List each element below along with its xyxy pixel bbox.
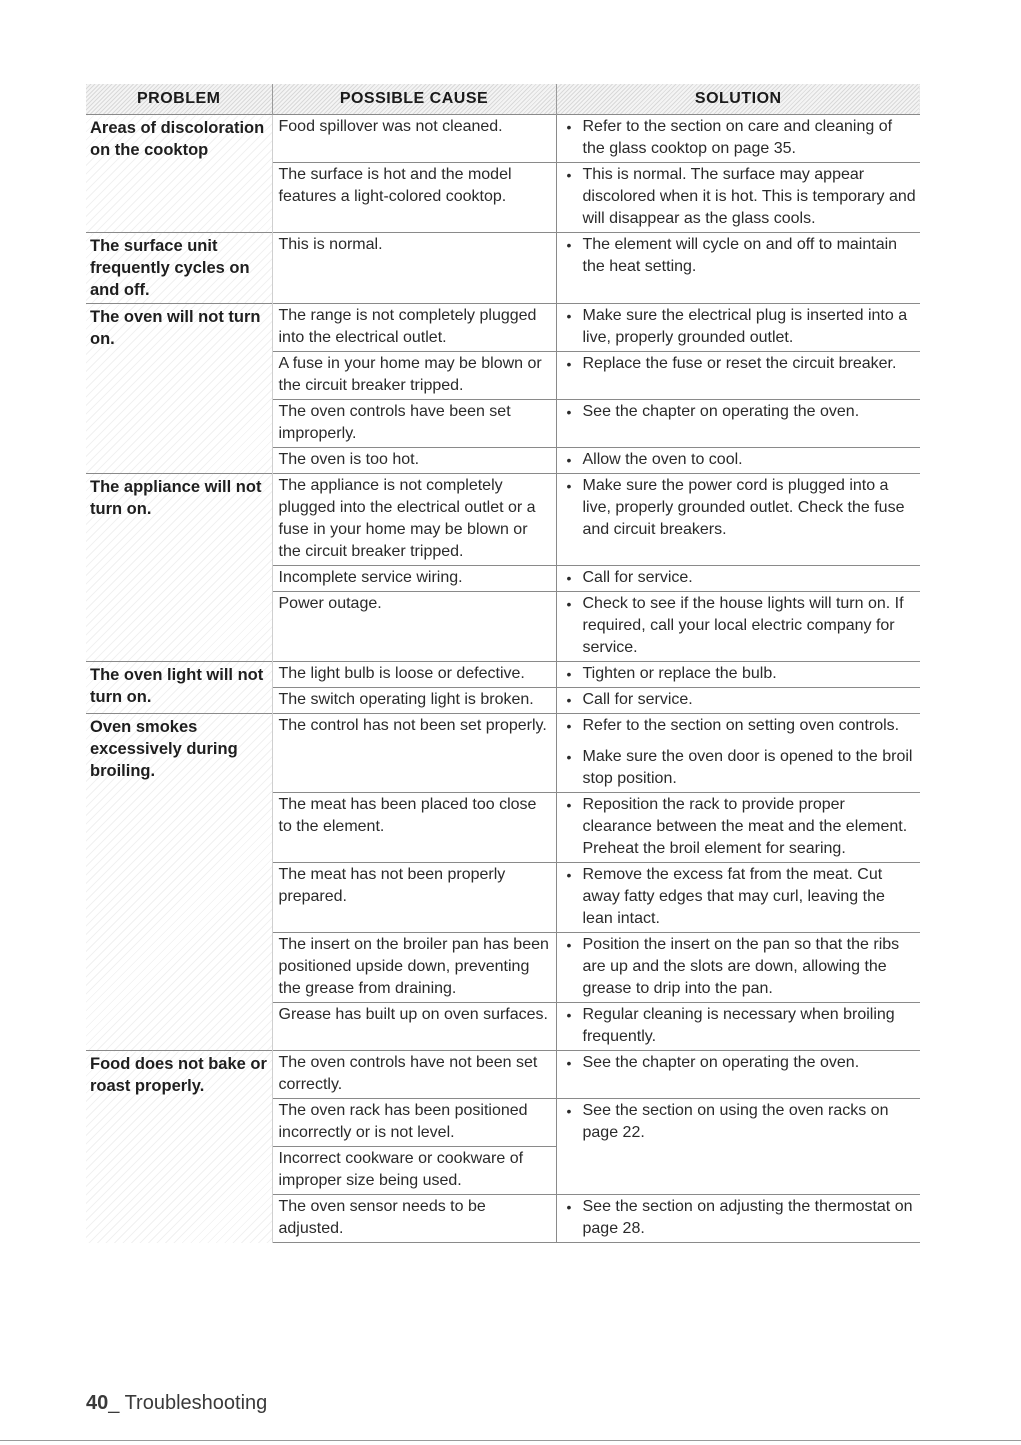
bullet-icon: • (566, 666, 572, 682)
cause-cell: Food spillover was not cleaned. (272, 115, 556, 163)
cause-cell: The switch operating light is broken. (272, 688, 556, 714)
cause-cell: The oven is too hot. (272, 448, 556, 474)
solution-text: Regular cleaning is necessary when broiling frequently. (582, 1006, 895, 1045)
cause-cell: A fuse in your home may be blown or the circuit breaker tripped. (272, 352, 556, 400)
cause-cell: The light bulb is loose or defective. (272, 662, 556, 688)
problem-cell: The oven will not turn on. (86, 304, 272, 474)
solution-cell (556, 1195, 920, 1243)
solution-cell (556, 592, 920, 662)
solution-text: Call for service. (582, 691, 693, 708)
solution-text: Allow the oven to cool. (582, 451, 743, 468)
cause-cell: Incomplete service wiring. (272, 566, 556, 592)
table-row (86, 304, 920, 352)
cause-cell: This is normal. (272, 233, 556, 304)
solution-text: Tighten or replace the bulb. (582, 665, 777, 682)
solution-cell (556, 1003, 920, 1051)
bullet-icon: • (566, 596, 572, 612)
footer-separator: _ (108, 1392, 125, 1414)
bullet-icon: • (566, 167, 572, 183)
solution-text: See the section on using the oven racks on page 22. (582, 1102, 889, 1141)
solution-text: This is normal. The surface may appear discolored when it is hot. This is temporary and will disappear as the glass cools. (582, 166, 916, 227)
cause-cell: Power outage. (272, 592, 556, 662)
cause-cell: The insert on the broiler pan has been positioned upside down, preventing the grease from draining. (272, 933, 556, 1003)
header-solution: SOLUTION (556, 84, 920, 115)
table-row (86, 714, 920, 793)
bullet-icon: • (566, 692, 572, 708)
solution-cell (556, 566, 920, 592)
solution-text: Check to see if the house lights will turn on. If required, call your local electric company for service. (582, 595, 904, 656)
bullet-icon: • (566, 308, 572, 324)
bottom-divider (0, 1440, 1021, 1441)
header-possible-cause: POSSIBLE CAUSE (272, 84, 556, 115)
problem-cell: The appliance will not turn on. (86, 474, 272, 662)
solution-cell (556, 714, 920, 793)
solution-cell (556, 662, 920, 688)
solution-cell (556, 688, 920, 714)
cause-cell: Incorrect cookware or cookware of improper size being used. (272, 1147, 556, 1195)
bullet-icon: • (566, 478, 572, 494)
cause-cell: The oven controls have not been set correctly. (272, 1051, 556, 1099)
cause-cell: The appliance is not completely plugged into the electrical outlet or a fuse in your home may be blown or the circuit breaker tripped. (272, 474, 556, 566)
solution-text: Refer to the section on care and cleaning of the glass cooktop on page 35. (582, 118, 893, 157)
solution-cell (556, 474, 920, 566)
cause-cell: The oven rack has been positioned incorrectly or is not level. (272, 1099, 556, 1147)
solution-text: Position the insert on the pan so that the ribs are up and the slots are down, allowing the grease to drip into the pan. (582, 936, 900, 997)
solution-text: See the section on adjusting the thermostat on page 28. (582, 1198, 913, 1237)
cause-cell: The surface is hot and the model features a light-colored cooktop. (272, 163, 556, 233)
problem-cell: Oven smokes excessively during broiling. (86, 714, 272, 1051)
bullet-icon: • (566, 356, 572, 372)
bullet-icon: • (566, 867, 572, 883)
solution-cell (556, 115, 920, 163)
bullet-icon: • (566, 937, 572, 953)
solution-cell (556, 400, 920, 448)
page-footer (86, 1392, 267, 1415)
solution-text: Call for service. (582, 569, 693, 586)
bullet-icon: • (566, 797, 572, 813)
solution-text: See the chapter on operating the oven. (582, 403, 860, 420)
solution-cell (556, 448, 920, 474)
table-row (86, 115, 920, 163)
table-row (86, 474, 920, 566)
solution-text: Make sure the power cord is plugged into a live, properly grounded outlet. Check the fuse and circuit breakers. (582, 477, 905, 538)
solution-text: Replace the fuse or reset the circuit breaker. (582, 355, 897, 372)
cause-cell: Grease has built up on oven surfaces. (272, 1003, 556, 1051)
bullet-icon: • (566, 119, 572, 135)
problem-cell: Food does not bake or roast properly. (86, 1051, 272, 1243)
solution-cell (556, 793, 920, 863)
cause-cell: The oven controls have been set improperly. (272, 400, 556, 448)
troubleshooting-table (86, 84, 920, 1243)
solution-cell (556, 933, 920, 1003)
solution-text: Make sure the oven door is opened to the broil stop position. (582, 748, 913, 787)
solution-text: Remove the excess fat from the meat. Cut away fatty edges that may curl, leaving the lean intact. (582, 866, 885, 927)
solution-cell (556, 863, 920, 933)
solution-text: See the chapter on operating the oven. (582, 1054, 860, 1071)
bullet-icon: • (566, 1199, 572, 1215)
cause-cell: The meat has not been properly prepared. (272, 863, 556, 933)
table-header-row (86, 84, 920, 115)
table-row (86, 1051, 920, 1099)
solution-cell (556, 1051, 920, 1099)
bullet-icon: • (566, 718, 572, 734)
solution-cell (556, 304, 920, 352)
bullet-icon: • (566, 452, 572, 468)
cause-cell: The range is not completely plugged into the electrical outlet. (272, 304, 556, 352)
solution-cell (556, 1099, 920, 1195)
solution-text: Make sure the electrical plug is inserted into a live, properly grounded outlet. (582, 307, 908, 346)
table-row (86, 662, 920, 688)
bullet-icon: • (566, 1055, 572, 1071)
bullet-icon: • (566, 749, 572, 765)
cause-cell: The control has not been set properly. (272, 714, 556, 793)
bullet-icon: • (566, 570, 572, 586)
solution-text: The element will cycle on and off to maintain the heat setting. (582, 236, 898, 275)
table-row (86, 233, 920, 304)
problem-cell: Areas of discoloration on the cooktop (86, 115, 272, 233)
cause-cell: The oven sensor needs to be adjusted. (272, 1195, 556, 1243)
problem-cell: The surface unit frequently cycles on and off. (86, 233, 272, 304)
cause-cell: The meat has been placed too close to the element. (272, 793, 556, 863)
solution-cell (556, 233, 920, 304)
bullet-icon: • (566, 237, 572, 253)
bullet-icon: • (566, 1103, 572, 1119)
solution-text: Reposition the rack to provide proper clearance between the meat and the element. Preheat the broil element for searing. (582, 796, 908, 857)
solution-cell (556, 352, 920, 400)
bullet-icon: • (566, 1007, 572, 1023)
bullet-icon: • (566, 404, 572, 420)
solution-cell (556, 163, 920, 233)
header-problem: PROBLEM (86, 84, 272, 115)
section-title: Troubleshooting (124, 1392, 268, 1414)
page-number: 40 (86, 1392, 109, 1414)
troubleshooting-table-container (86, 84, 920, 1243)
solution-text: Refer to the section on setting oven controls. (582, 717, 900, 734)
problem-cell: The oven light will not turn on. (86, 662, 272, 714)
